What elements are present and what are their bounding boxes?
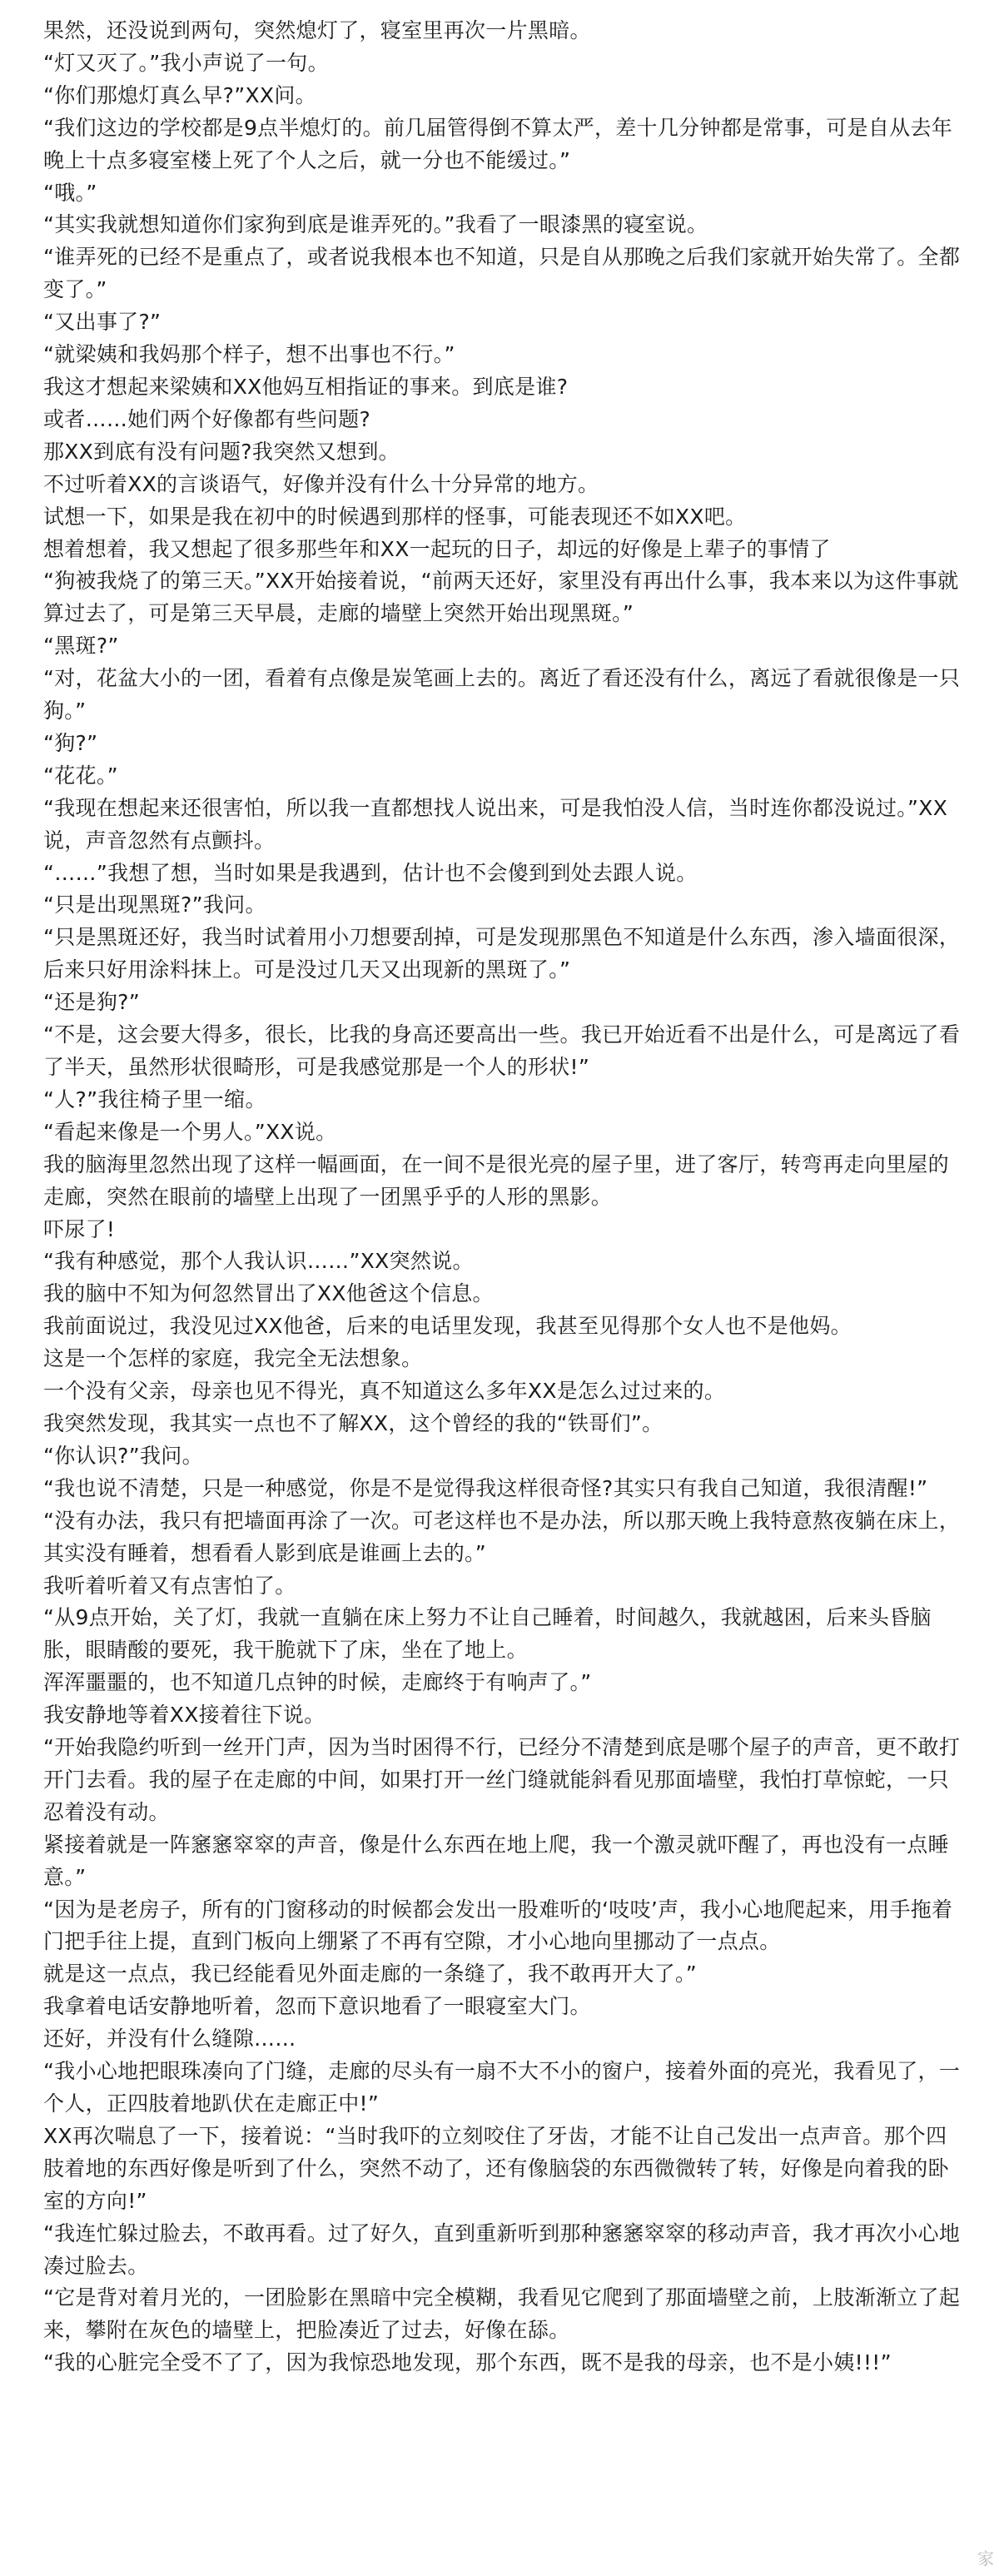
paragraph: “狗?”: [43, 730, 98, 755]
paragraph: 我拿着电话安静地听着，忽而下意识地看了一眼寝室大门。: [43, 1994, 591, 2019]
paragraph: “我小心地把眼珠凑向了门缝，走廊的尽头有一扇不大不小的窗户，接着外面的亮光，我看见了，一个人，正四肢着地趴伏在走廊正中!”: [43, 2059, 961, 2116]
paragraph: “对，花盆大小的一团，看着有点像是炭笔画上去的。离近了看还没有什么，离远了看就很像是一只狗。”: [43, 666, 961, 724]
paragraph: “花花。”: [43, 763, 118, 788]
paragraph: “从9点开始，关了灯，我就一直躺在床上努力不让自己睡着，时间越久，我就越困，后来头昏脑胀，眼睛酸的要死，我干脆就下了床，坐在了地上。: [43, 1605, 932, 1663]
paragraph: “它是背对着月光的，一团脸影在黑暗中完全模糊，我看见它爬到了那面墙壁之前，上肢渐渐立了起来，攀附在灰色的墙壁上，把脸凑近了过去，好像在舔。: [43, 2285, 961, 2343]
paragraph: “不是，这会要大得多，很长，比我的身高还要高出一些。我已开始近看不出是什么，可是离远了看了半天，虽然形状很畸形，可是我感觉那是一个人的形状!”: [43, 1022, 961, 1079]
paragraph: 还好，并没有什么缝隙……: [43, 2026, 296, 2051]
paragraph: XX再次喘息了一下，接着说：“当时我吓的立刻咬住了牙齿，才能不让自己发出一点声音。那个四肢着地的东西好像是听到了什么，突然不动了，还有像脑袋的东西微微转了转，好像是向着我的卧室的方向!”: [43, 2123, 949, 2213]
paragraph: “只是出现黑斑?”我问。: [43, 893, 266, 918]
paragraph: 我听着听着又有点害怕了。: [43, 1573, 296, 1598]
paragraph: “人?”我往椅子里一缩。: [43, 1087, 266, 1111]
paragraph: “我现在想起来还很害怕，所以我一直都想找人说出来，可是我怕没人信，当时连你都没说过。”XX说，声音忽然有点颤抖。: [43, 795, 948, 853]
paragraph: 果然，还没说到两句，突然熄灯了，寝室里再次一片黑暗。: [43, 18, 591, 42]
paragraph: 我的脑中不知为何忽然冒出了XX他爸这个信息。: [43, 1281, 494, 1306]
paragraph: “黑斑?”: [43, 634, 119, 659]
paragraph: 这是一个怎样的家庭，我完全无法想象。: [43, 1346, 423, 1371]
paragraph: 我突然发现，我其实一点也不了解XX，这个曾经的我的“铁哥们”。: [43, 1410, 664, 1435]
paragraph: “你认识?”我问。: [43, 1443, 203, 1468]
paragraph: 吓尿了!: [43, 1216, 116, 1241]
paragraph: 我安静地等着XX接着往下说。: [43, 1703, 326, 1728]
paragraph: “我也说不清楚，只是一种感觉，你是不是觉得我这样很奇怪?其实只有我自己知道，我很清醒!”: [43, 1475, 928, 1500]
paragraph: “就梁姨和我妈那个样子，想不出事也不行。”: [43, 342, 455, 367]
paragraph: 我前面说过，我没见过XX他爸，后来的电话里发现，我甚至见得那个女人也不是他妈。: [43, 1314, 852, 1339]
paragraph: 我的脑海里忽然出现了这样一幅画面，在一间不是很光亮的屋子里，进了客厅，转弯再走向里屋的走廊，突然在眼前的墙壁上出现了一团黑乎乎的人形的黑影。: [43, 1151, 949, 1209]
paragraph: “没有办法，我只有把墙面再涂了一次。可老这样也不是办法，所以那天晚上我特意熬夜躺在床上，其实没有睡着，想看看人影到底是谁画上去的。”: [43, 1508, 961, 1565]
paragraph: 紧接着就是一阵窸窸窣窣的声音，像是什么东西在地上爬，我一个激灵就吓醒了，再也没有一点睡意。”: [43, 1832, 949, 1889]
paragraph: “你们那熄灯真么早?”XX问。: [43, 82, 316, 107]
watermark: 家: [977, 2549, 994, 2569]
paragraph: “我有种感觉，那个人我认识……”XX突然说。: [43, 1249, 474, 1274]
paragraph: 我这才想起来梁姨和XX他妈互相指证的事来。到底是谁?: [43, 374, 569, 399]
paragraph: 浑浑噩噩的，也不知道几点钟的时候，走廊终于有响声了。”: [43, 1670, 592, 1695]
paragraph: “谁弄死的已经不是重点了，或者说我根本也不知道，只是自从那晚之后我们家就开始失常了。全都变了。”: [43, 245, 961, 302]
paragraph: “因为是老房子，所有的门窗移动的时候都会发出一股难听的‘吱吱’声，我小心地爬起来，用手拖着门把手往上提，直到门板向上绷紧了不再有空隙，才小心地向里挪动了一点点。: [43, 1897, 953, 1954]
paragraph: “……”我想了想，当时如果是我遇到，估计也不会傻到到处去跟人说。: [43, 860, 698, 885]
paragraph: “还是狗?”: [43, 990, 140, 1015]
paragraph: 想着想着，我又想起了很多那些年和XX一起玩的日子，却远的好像是上辈子的事情了: [43, 536, 831, 561]
paragraph: “哦。”: [43, 180, 97, 205]
paragraph: “我的心脏完全受不了了，因为我惊恐地发现，那个东西，既不是我的母亲，也不是小姨!!!”: [43, 2350, 892, 2375]
paragraph: 就是这一点点，我已经能看见外面走廊的一条缝了，我不敢再开大了。”: [43, 1962, 698, 1987]
paragraph: “开始我隐约听到一丝开门声，因为当时困得不行，已经分不清楚到底是哪个屋子的声音，更不敢打开门去看。我的屋子在走廊的中间，如果打开一丝门缝就能斜看见那面墙壁，我怕打草惊蛇，一只忍着没有动。: [43, 1735, 961, 1824]
paragraph: 或者……她们两个好像都有些问题?: [43, 406, 371, 431]
paragraph: “其实我就想知道你们家狗到底是谁弄死的。”我看了一眼漆黑的寝室说。: [43, 212, 708, 237]
paragraph: “灯又灭了。”我小声说了一句。: [43, 50, 329, 75]
paragraph: “只是黑斑还好，我当时试着用小刀想要刮掉，可是发现那黑色不知道是什么东西，渗入墙面很深，后来只好用涂料抹上。可是没过几天又出现新的黑斑了。”: [43, 925, 961, 982]
paragraph: 不过听着XX的言谈语气，好像并没有什么十分异常的地方。: [43, 471, 599, 496]
paragraph: “又出事了?”: [43, 310, 162, 335]
paragraph: “我们这边的学校都是9点半熄灯的。前几届管得倒不算太严，差十几分钟都是常事，可是自从去年晚上十点多寝室楼上死了个人之后，就一分也不能缓过。”: [43, 115, 953, 172]
paragraph: 试想一下，如果是我在初中的时候遇到那样的怪事，可能表现还不如XX吧。: [43, 504, 747, 529]
paragraph: “看起来像是一个男人。”XX说。: [43, 1119, 337, 1144]
paragraph: 一个没有父亲，母亲也见不得光，真不知道这么多年XX是怎么过过来的。: [43, 1379, 726, 1404]
paragraph: 那XX到底有没有问题?我突然又想到。: [43, 439, 400, 464]
paragraph: “狗被我烧了的第三天。”XX开始接着说，“前两天还好，家里没有再出什么事，我本来以为这件事就算过去了，可是第三天早晨，走廊的墙壁上突然开始出现黑斑。”: [43, 569, 959, 626]
paragraph: “我连忙躲过脸去，不敢再看。过了好久，直到重新听到那种窸窸窣窣的移动声音，我才再次小心地凑过脸去。: [43, 2220, 961, 2278]
